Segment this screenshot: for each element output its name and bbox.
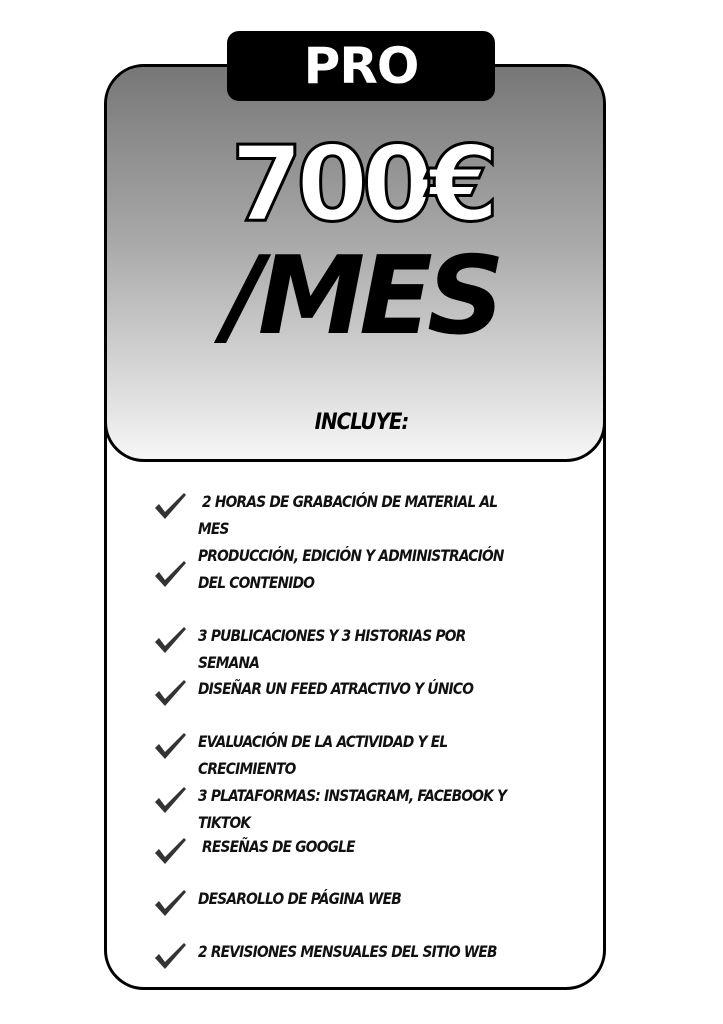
feature-text: 2 REVISIONES MENSUALES DEL SITIO WEB xyxy=(198,942,497,961)
feature-text: PRODUCCIÓN, EDICIÓN Y ADMINISTRACIÓN DEL CONTENIDO xyxy=(198,546,512,592)
feature-text: 2 HORAS DE GRABACIÓN DE MATERIAL AL MES xyxy=(198,492,502,538)
includes-label: INCLUYE: xyxy=(314,410,409,435)
feature-text: EVALUACIÓN DE LA ACTIVIDAD Y EL CRECIMIENTO xyxy=(198,732,452,778)
price-amount: 700€ xyxy=(230,123,493,245)
price-period: /MES xyxy=(224,234,499,359)
feature-text: DISEÑAR UN FEED ATRACTIVO Y ÚNICO xyxy=(198,679,474,698)
feature-text: 3 PLATAFORMAS: INSTAGRAM, FACEBOOK Y TIKTOK xyxy=(198,786,511,832)
feature-text: RESEÑAS DE GOOGLE xyxy=(198,837,355,856)
plan-tier-label: PRO xyxy=(303,37,419,95)
plan-tier-tab xyxy=(227,31,495,101)
feature-text: DESAROLLO DE PÁGINA WEB xyxy=(198,889,401,908)
feature-text: 3 PUBLICACIONES Y 3 HISTORIAS POR SEMANA xyxy=(198,626,470,672)
